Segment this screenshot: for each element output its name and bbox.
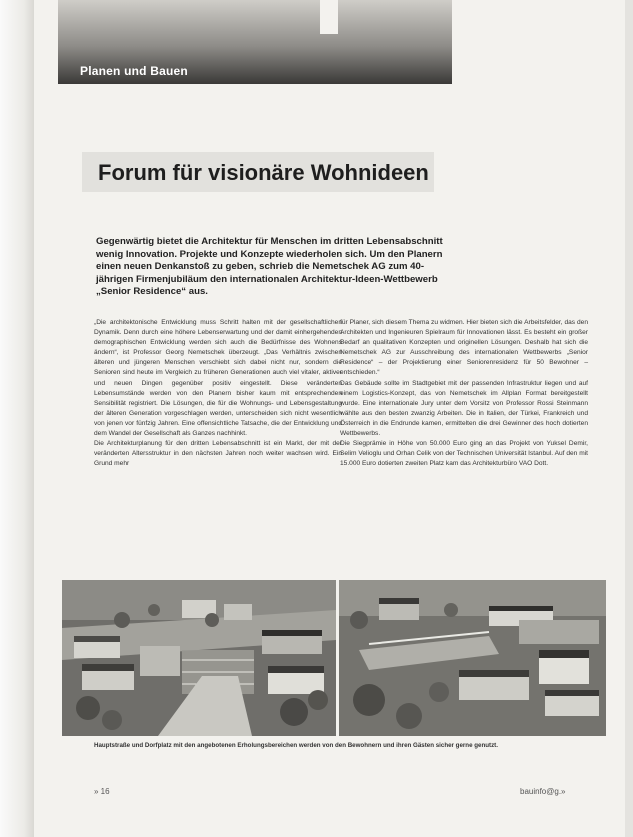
paragraph: „Die architektonische Entwicklung muss Schritt halten mit der gesellschaftlichen Dynamik. Denn durch eine höhere Lebenserwartung und der damit einhergehenden demographischen Entwicklung werden sich auch die Bedürfnisse des Wohnens ändern“, ist Professor Georg Nemetschek überzeugt. „Das Verhältnis zwischen älteren und jüngeren Menschen verschiebt sich dabei nicht nur, sondern die Senioren sind heute im Vergleich zu früheren Generationen auch viel vitaler, aktiver und neuen Dingen gegenüber positiv eingestellt. Diese veränderten Lebensumstände werden von den Planern bisher kaum mit entsprechenden Sensibilität registriert. Die Lösungen, die für die Wohnungs- und Lebensgestaltung der älteren Generation vorgeschlagen werden, unterscheiden sich nicht wesentlich von jenen vor fünfzig Jahren. Eine offensichtliche Tatsache, die der Entwicklung und dem Wandel der Gesellschaft als Ganzes nachhinkt. <box>94 319 342 438</box>
paragraph: für Planer, sich diesem Thema zu widmen. Hier bieten sich die Arbeitsfelder, das den Architekten und Ingenieuren Spielraum für Innovationen lässt. Es besteht ein großer Bedarf an qualitativen Konzepten und originellen Lösungen. Deshalb hat sich die Nemetschek AG zur Ausschreibung des internationalen Wettbewerbs „Senior Residence“ – der Projektierung einer Seniorenresidenz für 50 Bewohner – entschieden.“ <box>340 319 588 377</box>
page-number: » 16 <box>94 787 110 796</box>
paragraph: Die Siegprämie in Höhe von 50.000 Euro ging an das Projekt von Yuksel Demir, Selim Velioglu und Orhan Celik von der Technischen Universität Istanbul. Auf den mit 15.000 Euro dotierten zweiten Platz kam das Architekturbüro VAO Dott. <box>340 440 588 468</box>
section-label: Planen und Bauen <box>80 64 188 78</box>
photo-caption: Hauptstraße und Dorfplatz mit den angebotenen Erholungsbereichen werden von den Bewohnern und ihren Gästen sicher gerne genutzt. <box>94 742 498 749</box>
article-column-right <box>340 318 588 469</box>
article-lead: Gegenwärtig bietet die Architektur für Menschen im dritten Lebensabschnitt wenig Innovation. Projekte und Konzepte wiederholen sich. Um den Planern einen neuen Denkanstoß zu geben, schrieb die Nemetschek AG zum 40-jährigen Firmenjubiläum den internationalen Architektur-Ideen-Wettbewerb „Senior Residence“ aus. <box>96 236 443 298</box>
paragraph: Die Architekturplanung für den dritten Lebensabschnitt ist ein Markt, der mit der veränderten Altersstruktur in den nächsten Jahren noch weiter wachsen wird. Ein Grund mehr <box>94 440 342 468</box>
page-edge <box>625 0 633 837</box>
banner-notch <box>320 0 338 34</box>
page-gutter-shadow <box>0 0 34 837</box>
page-title: Forum für visionäre Wohnideen <box>98 160 429 185</box>
magazine-brand: bauinfo@g.» <box>520 787 566 796</box>
architectural-model-photo-left <box>62 580 336 736</box>
article-column-left <box>94 318 342 469</box>
paragraph: Das Gebäude sollte im Stadtgebiet mit der passenden Infrastruktur liegen und auf einem Logistics-Konzept, das von Nemetschek im Allplan Format bereitgestellt wurde. Eine internationale Jury unter dem Vorsitz von Professor Rossi Steinmann wählte aus den besten zwanzig Arbeiten. Die in Italien, der Türkei, Frankreich und Österreich in die Endrunde kamen, ermittelten die drei Gewinner des hoch dotierten Wettbewerbs. <box>340 379 588 438</box>
architectural-model-photo-right <box>339 580 606 736</box>
